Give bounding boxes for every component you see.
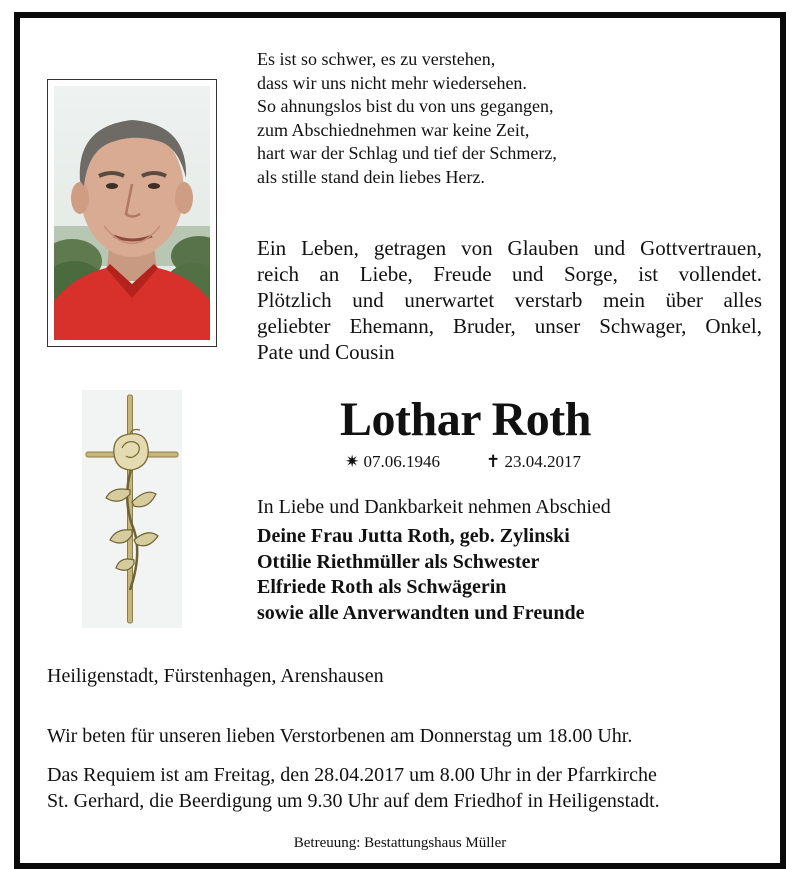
places: Heiligenstadt, Fürstenhagen, Arenshausen bbox=[47, 665, 384, 687]
poem-line: So ahnungslos bist du von uns gegangen, bbox=[257, 96, 554, 116]
mourner-line: Deine Frau Jutta Roth, geb. Zylinski bbox=[257, 525, 570, 547]
mourner-line: Elfriede Roth als Schwägerin bbox=[257, 576, 507, 598]
death-date bbox=[486, 452, 581, 472]
poem-line: Es ist so schwer, es zu verstehen, bbox=[257, 49, 496, 69]
requiem-line: St. Gerhard, die Beerdigung um 9.30 Uhr auf dem Friedhof in Heiligenstadt. bbox=[47, 789, 660, 812]
portrait-frame bbox=[47, 79, 217, 347]
poem bbox=[257, 48, 557, 189]
mourner-line: Ottilie Riethmüller als Schwester bbox=[257, 550, 540, 573]
poem-line: zum Abschiednehmen war keine Zeit, bbox=[257, 119, 530, 140]
intro-line: Pate und Cousin bbox=[257, 340, 395, 364]
poem-line: dass wir uns nicht mehr wiedersehen. bbox=[257, 72, 527, 93]
intro-line: Plötzlich und unerwartet verstarb mein über alles bbox=[257, 288, 762, 312]
portrait-photo bbox=[54, 86, 210, 340]
intro-line: reich an Liebe, Freude und Sorge, ist vollendet. bbox=[257, 262, 762, 286]
cross-icon: ✝ bbox=[486, 452, 501, 471]
mourner-line: sowie alle Anverwandten und Freunde bbox=[257, 601, 585, 624]
cross-with-rose-image bbox=[82, 390, 182, 628]
death-date-value: 23.04.2017 bbox=[504, 452, 581, 471]
funeral-home-credit: Betreuung: Bestattungshaus Müller bbox=[293, 835, 507, 851]
requiem-notice bbox=[47, 763, 660, 814]
poem-line: als stille stand dein liebes Herz. bbox=[257, 166, 485, 187]
deceased-name: Lothar Roth bbox=[340, 393, 591, 446]
intro-text bbox=[257, 235, 762, 365]
birth-date bbox=[345, 452, 440, 472]
requiem-line: Das Requiem ist am Freitag, den 28.04.2017 um 8.00 Uhr in der Pfarrkirche bbox=[47, 764, 657, 786]
star-icon: ✷ bbox=[345, 452, 360, 471]
prayer-notice: Wir beten für unseren lieben Verstorbenen am Donnerstag um 18.00 Uhr. bbox=[47, 725, 633, 747]
intro-line: geliebter Ehemann, Bruder, unser Schwager, Onkel, bbox=[257, 314, 762, 338]
poem-line: hart war der Schlag und tief der Schmerz, bbox=[257, 143, 557, 163]
mourners-list bbox=[257, 524, 584, 626]
birth-date-value: 07.06.1946 bbox=[363, 452, 440, 471]
intro-line: Ein Leben, getragen von Glauben und Gottvertrauen, bbox=[257, 236, 762, 260]
mourners-intro: In Liebe und Dankbarkeit nehmen Abschied bbox=[257, 496, 611, 518]
